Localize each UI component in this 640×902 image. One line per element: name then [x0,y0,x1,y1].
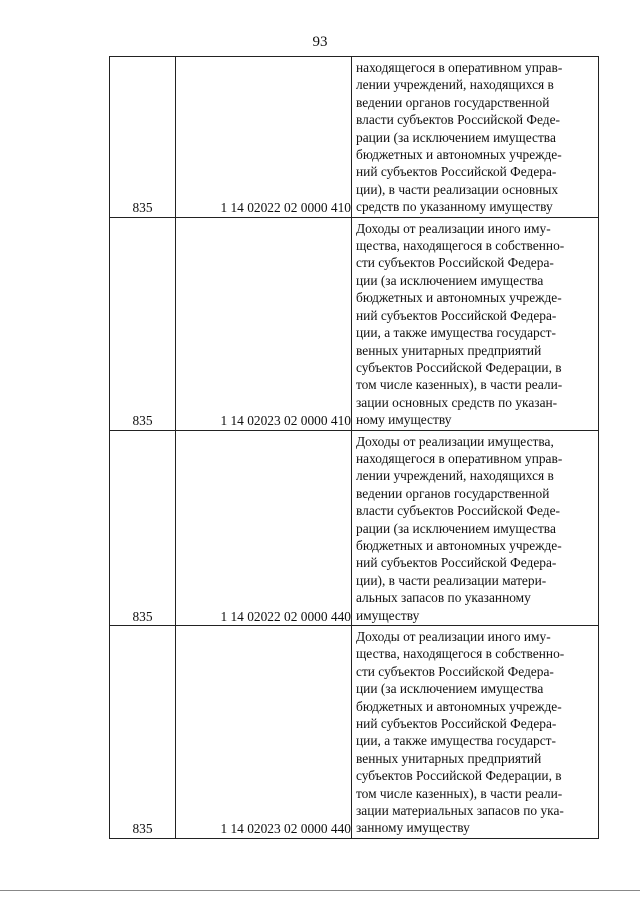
description-line: ний субъектов Российской Федера- [356,164,557,180]
table-body [110,57,599,839]
description-line: власти субъектов Российской Феде- [356,112,560,128]
description-line: ции (за исключением имущества [356,272,544,288]
description-line: ции), в части реализации основных [356,181,559,197]
description-line: ции, а также имущества государст- [356,325,556,341]
description-line: занному имуществу [356,820,470,836]
description-line: альных запасов по указанному [356,590,531,606]
admin-code-cell: 835 [110,626,176,839]
description-line: ний субъектов Российской Федера- [356,555,557,571]
budget-code-cell: 1 14 02023 02 0000 410 [176,217,352,430]
description-line: ции, а также имущества государст- [356,733,556,749]
description-line: ведении органов государственной [356,94,550,110]
description-line: щества, находящегося в собственно- [356,238,565,254]
scan-bottom-edge [0,890,640,891]
description-line: власти субъектов Российской Феде- [356,503,560,519]
description-line: щества, находящегося в собственно- [356,646,565,662]
description-cell [352,626,599,839]
description-line: средств по указанному имуществу [356,199,553,215]
description-line: сти субъектов Российской Федера- [356,255,554,271]
description-line: венных унитарных предприятий [356,750,542,766]
admin-code-cell: 835 [110,57,176,218]
description-cell [352,217,599,430]
budget-code-cell: 1 14 02022 02 0000 440 [176,430,352,625]
description-line: ний субъектов Российской Федера- [356,307,557,323]
admin-code-cell: 835 [110,217,176,430]
description-cell [352,57,599,218]
description-line: сти субъектов Российской Федера- [356,663,554,679]
budget-code-cell: 1 14 02022 02 0000 410 [176,57,352,218]
description-line: имуществу [356,607,420,623]
description-line: ведении органов государственной [356,485,550,501]
description-line: ции (за исключением имущества [356,681,544,697]
description-line: бюджетных и автономных учрежде- [356,290,562,306]
description-line: бюджетных и автономных учрежде- [356,147,562,163]
description-line: находящегося в оперативном управ- [356,450,563,466]
description-line: ции), в части реализации матери- [356,572,547,588]
description-line: бюджетных и автономных учрежде- [356,698,562,714]
table-row [110,430,599,625]
revenue-codes-table [109,56,599,839]
description-line: Доходы от реализации имущества, [356,433,554,449]
table-row [110,626,599,839]
table-row [110,217,599,430]
budget-code-cell: 1 14 02023 02 0000 440 [176,626,352,839]
description-line: зации основных средств по указан- [356,394,558,410]
description-line: субъектов Российской Федерации, в [356,768,562,784]
description-line: лении учреждений, находящихся в [356,468,554,484]
page-number: 93 [312,34,328,50]
description-line: зации материальных запасов по ука- [356,803,564,819]
description-line: ний субъектов Российской Федера- [356,716,557,732]
description-line: рации (за исключением имущества [356,129,556,145]
description-line: ному имуществу [356,412,452,428]
description-line: находящегося в оперативном управ- [356,60,563,75]
description-line: Доходы от реализации иного иму- [356,220,551,236]
admin-code-cell: 835 [110,430,176,625]
description-line: рации (за исключением имущества [356,520,556,536]
description-cell [352,430,599,625]
description-line: том числе казенных), в части реали- [356,377,563,393]
description-line: бюджетных и автономных учрежде- [356,537,562,553]
description-line: венных унитарных предприятий [356,342,542,358]
description-line: субъектов Российской Федерации, в [356,359,562,375]
description-line: том числе казенных), в части реали- [356,785,563,801]
description-line: Доходы от реализации иного иму- [356,629,551,644]
table-row [110,57,599,218]
description-line: лении учреждений, находящихся в [356,77,554,93]
